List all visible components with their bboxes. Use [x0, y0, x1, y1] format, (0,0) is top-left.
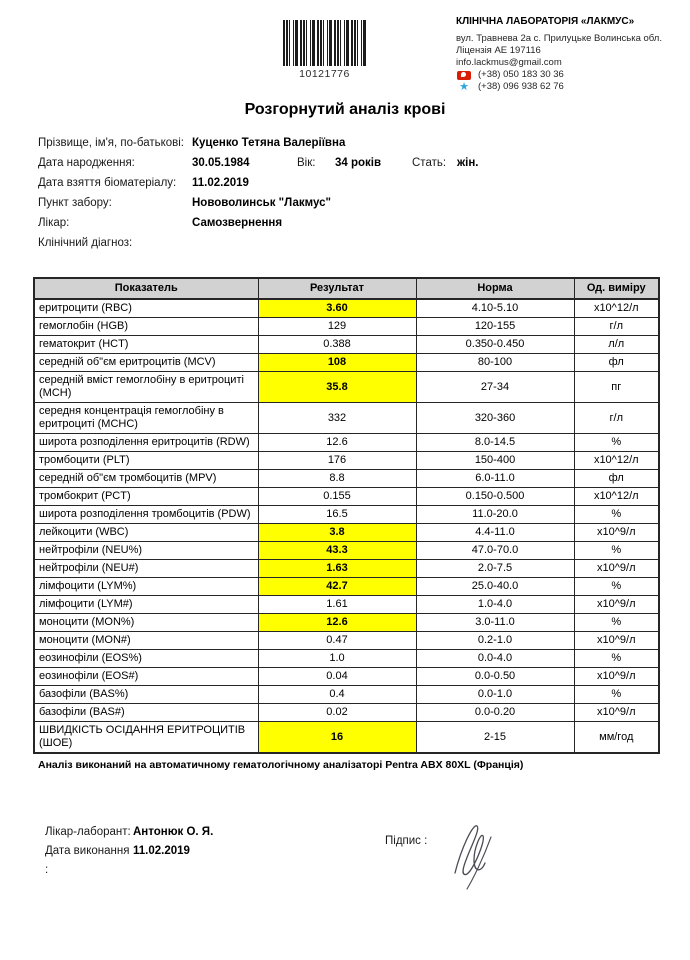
norm-cell: 47.0-70.0	[416, 542, 574, 560]
indicator-cell: еритроцити (RBC)	[34, 299, 258, 318]
norm-cell: 0.0-4.0	[416, 650, 574, 668]
table-row	[34, 596, 659, 614]
indicator-cell: середній об"єм тромбоцитів (MPV)	[34, 470, 258, 488]
norm-cell: 25.0-40.0	[416, 578, 574, 596]
norm-cell: 8.0-14.5	[416, 434, 574, 452]
result-cell: 12.6	[258, 434, 416, 452]
lab-email: info.lackmus@gmail.com	[456, 57, 562, 68]
norm-cell: 4.4-11.0	[416, 524, 574, 542]
lab-address: вул. Травнева 2а с. Прилуцьке Волинська обл.	[456, 33, 662, 44]
unit-cell: х10^9/л	[574, 632, 659, 650]
unit-cell: %	[574, 434, 659, 452]
table-row	[34, 632, 659, 650]
patient-name-row	[38, 133, 670, 153]
unit-cell: х10^9/л	[574, 560, 659, 578]
sex-value: жін.	[457, 157, 479, 169]
result-cell: 3.60	[258, 299, 416, 318]
signature-area	[385, 831, 497, 895]
lab-doctor-value: Антонюк О. Я.	[133, 826, 214, 838]
unit-cell: г/л	[574, 318, 659, 336]
table-row	[34, 614, 659, 632]
lab-license: Ліцензія АЕ 197116	[456, 45, 541, 56]
unit-cell: %	[574, 542, 659, 560]
result-cell: 0.47	[258, 632, 416, 650]
table-row	[34, 318, 659, 336]
indicator-cell: широта розподілення тромбоцитів (PDW)	[34, 506, 258, 524]
result-cell: 129	[258, 318, 416, 336]
barcode-block	[283, 20, 366, 80]
collection-point-label: Пункт забору:	[38, 197, 112, 209]
result-cell: 16.5	[258, 506, 416, 524]
norm-cell: 80-100	[416, 354, 574, 372]
norm-cell: 0.0-0.20	[416, 704, 574, 722]
phone-row-kyivstar	[456, 82, 684, 93]
unit-cell: х10^9/л	[574, 524, 659, 542]
indicator-cell: еозинофіли (EOS%)	[34, 650, 258, 668]
result-cell: 42.7	[258, 578, 416, 596]
vodafone-icon	[457, 71, 471, 80]
unit-cell: х10^9/л	[574, 596, 659, 614]
execution-date-value: 11.02.2019	[133, 845, 190, 857]
lab-doctor-label: Лікар-лаборант:	[45, 826, 131, 838]
table-row	[34, 354, 659, 372]
patient-name-value: Куценко Тетяна Валеріївна	[192, 137, 346, 149]
indicator-cell: еозинофіли (EOS#)	[34, 668, 258, 686]
unit-cell: х10^12/л	[574, 452, 659, 470]
results-table-body	[34, 299, 659, 753]
unit-cell: г/л	[574, 403, 659, 434]
barcode-number: 10121776	[299, 68, 350, 80]
norm-cell: 11.0-20.0	[416, 506, 574, 524]
col-header-result: Результат	[258, 278, 416, 299]
result-cell: 1.63	[258, 560, 416, 578]
norm-cell: 3.0-11.0	[416, 614, 574, 632]
age-value: 34 років	[335, 157, 382, 169]
result-cell: 0.388	[258, 336, 416, 354]
table-row	[34, 299, 659, 318]
doctor-row	[38, 213, 670, 233]
lab-name: КЛІНІЧНА ЛАБОРАТОРІЯ «ЛАКМУС»	[456, 16, 635, 27]
table-row	[34, 336, 659, 354]
patient-birth-row	[38, 153, 670, 173]
indicator-cell: лімфоцити (LYM#)	[34, 596, 258, 614]
table-row	[34, 470, 659, 488]
unit-cell: фл	[574, 470, 659, 488]
norm-cell: 4.10-5.10	[416, 299, 574, 318]
unit-cell: х10^9/л	[574, 704, 659, 722]
sex-label: Стать:	[412, 157, 447, 169]
doctor-label: Лікар:	[38, 217, 70, 229]
col-header-indicator: Показатель	[34, 278, 258, 299]
phone-number: (+38) 096 938 62 76	[478, 81, 564, 92]
indicator-cell: середній вміст гемоглобіну в еритроциті (MCH)	[34, 372, 258, 403]
indicator-cell: лейкоцити (WBC)	[34, 524, 258, 542]
lab-doctor-row	[45, 823, 690, 842]
indicator-cell: гемоглобін (HGB)	[34, 318, 258, 336]
result-cell: 176	[258, 452, 416, 470]
patient-name-label: Прізвище, ім'я, по-батькові:	[38, 137, 185, 149]
indicator-cell: нейтрофіли (NEU%)	[34, 542, 258, 560]
result-cell: 108	[258, 354, 416, 372]
result-cell: 0.04	[258, 668, 416, 686]
result-cell: 8.8	[258, 470, 416, 488]
table-row	[34, 722, 659, 754]
result-cell: 35.8	[258, 372, 416, 403]
unit-cell: %	[574, 614, 659, 632]
result-cell: 0.02	[258, 704, 416, 722]
result-cell: 16	[258, 722, 416, 754]
unit-cell: х10^12/л	[574, 488, 659, 506]
unit-cell: х10^12/л	[574, 299, 659, 318]
unit-cell: пг	[574, 372, 659, 403]
signature-label: Підпис :	[385, 835, 428, 847]
table-row	[34, 578, 659, 596]
table-row	[34, 403, 659, 434]
indicator-cell: ШВИДКІСТЬ ОСІДАННЯ ЕРИТРОЦИТІВ (ШОЕ)	[34, 722, 258, 754]
norm-cell: 150-400	[416, 452, 574, 470]
sample-date-value: 11.02.2019	[192, 177, 249, 189]
table-row	[34, 668, 659, 686]
norm-cell: 6.0-11.0	[416, 470, 574, 488]
col-header-unit: Од. виміру	[574, 278, 659, 299]
norm-cell: 0.0-0.50	[416, 668, 574, 686]
indicator-cell: тромбокрит (PCT)	[34, 488, 258, 506]
table-row	[34, 452, 659, 470]
table-row	[34, 372, 659, 403]
norm-cell: 27-34	[416, 372, 574, 403]
norm-cell: 0.150-0.500	[416, 488, 574, 506]
result-cell: 1.61	[258, 596, 416, 614]
col-header-norm: Норма	[416, 278, 574, 299]
indicator-cell: середня концентрація гемоглобіну в еритроциті (MCHC)	[34, 403, 258, 434]
norm-cell: 0.350-0.450	[416, 336, 574, 354]
sample-date-label: Дата взяття біоматеріалу:	[38, 177, 177, 189]
result-cell: 0.4	[258, 686, 416, 704]
table-row	[34, 434, 659, 452]
unit-cell: л/л	[574, 336, 659, 354]
indicator-cell: базофіли (BAS%)	[34, 686, 258, 704]
result-cell: 3.8	[258, 524, 416, 542]
table-row	[34, 542, 659, 560]
diagnosis-label: Клінічний діагноз:	[38, 237, 133, 249]
unit-cell: мм/год	[574, 722, 659, 754]
unit-cell: х10^9/л	[574, 668, 659, 686]
indicator-cell: широта розподілення еритроцитів (RDW)	[34, 434, 258, 452]
norm-cell: 120-155	[416, 318, 574, 336]
collection-point-row	[38, 193, 670, 213]
table-row	[34, 686, 659, 704]
execution-date-row	[45, 842, 690, 880]
indicator-cell: гематокрит (HCT)	[34, 336, 258, 354]
execution-date-label: Дата виконання :	[45, 845, 130, 876]
indicator-cell: моноцити (MON#)	[34, 632, 258, 650]
table-row	[34, 506, 659, 524]
birth-date-label: Дата народження:	[38, 157, 135, 169]
unit-cell: %	[574, 650, 659, 668]
footer-block	[0, 823, 690, 880]
result-cell: 332	[258, 403, 416, 434]
kyivstar-star-icon: ★	[459, 80, 469, 93]
result-cell: 1.0	[258, 650, 416, 668]
unit-cell: %	[574, 506, 659, 524]
indicator-cell: середній об"єм еритроцитів (MCV)	[34, 354, 258, 372]
table-header-row	[34, 278, 659, 299]
table-row	[34, 704, 659, 722]
result-cell: 43.3	[258, 542, 416, 560]
sample-date-row	[38, 173, 670, 193]
diagnosis-row	[38, 233, 670, 253]
collection-point-value: Нововолинськ "Лакмус"	[192, 197, 331, 209]
lab-info-block	[456, 16, 684, 93]
phone-row-vodafone	[456, 70, 684, 81]
doctor-value: Самозвернення	[192, 217, 283, 229]
results-section	[0, 277, 690, 880]
unit-cell: %	[574, 578, 659, 596]
norm-cell: 0.2-1.0	[416, 632, 574, 650]
table-row	[34, 650, 659, 668]
indicator-cell: нейтрофіли (NEU#)	[34, 560, 258, 578]
page-title: Розгорнутий аналіз крові	[244, 101, 446, 118]
norm-cell: 0.0-1.0	[416, 686, 574, 704]
indicator-cell: тромбоцити (PLT)	[34, 452, 258, 470]
result-cell: 12.6	[258, 614, 416, 632]
result-cell: 0.155	[258, 488, 416, 506]
indicator-cell: лімфоцити (LYM%)	[34, 578, 258, 596]
norm-cell: 320-360	[416, 403, 574, 434]
norm-cell: 2.0-7.5	[416, 560, 574, 578]
unit-cell: %	[574, 686, 659, 704]
table-row	[34, 488, 659, 506]
birth-date-value: 30.05.1984	[192, 157, 250, 169]
phone-number: (+38) 050 183 30 36	[478, 69, 564, 80]
age-label: Вік:	[297, 157, 316, 169]
indicator-cell: моноцити (MON%)	[34, 614, 258, 632]
signature-icon	[445, 817, 497, 895]
patient-info-block	[38, 133, 670, 253]
norm-cell: 2-15	[416, 722, 574, 754]
table-row	[34, 524, 659, 542]
analyzer-note: Аналіз виконаний на автоматичному гематологічному аналізаторі Pentra ABX 80XL (Франція)	[38, 759, 524, 771]
unit-cell: фл	[574, 354, 659, 372]
indicator-cell: базофіли (BAS#)	[34, 704, 258, 722]
barcode	[283, 20, 366, 66]
results-table	[33, 277, 660, 754]
table-row	[34, 560, 659, 578]
norm-cell: 1.0-4.0	[416, 596, 574, 614]
